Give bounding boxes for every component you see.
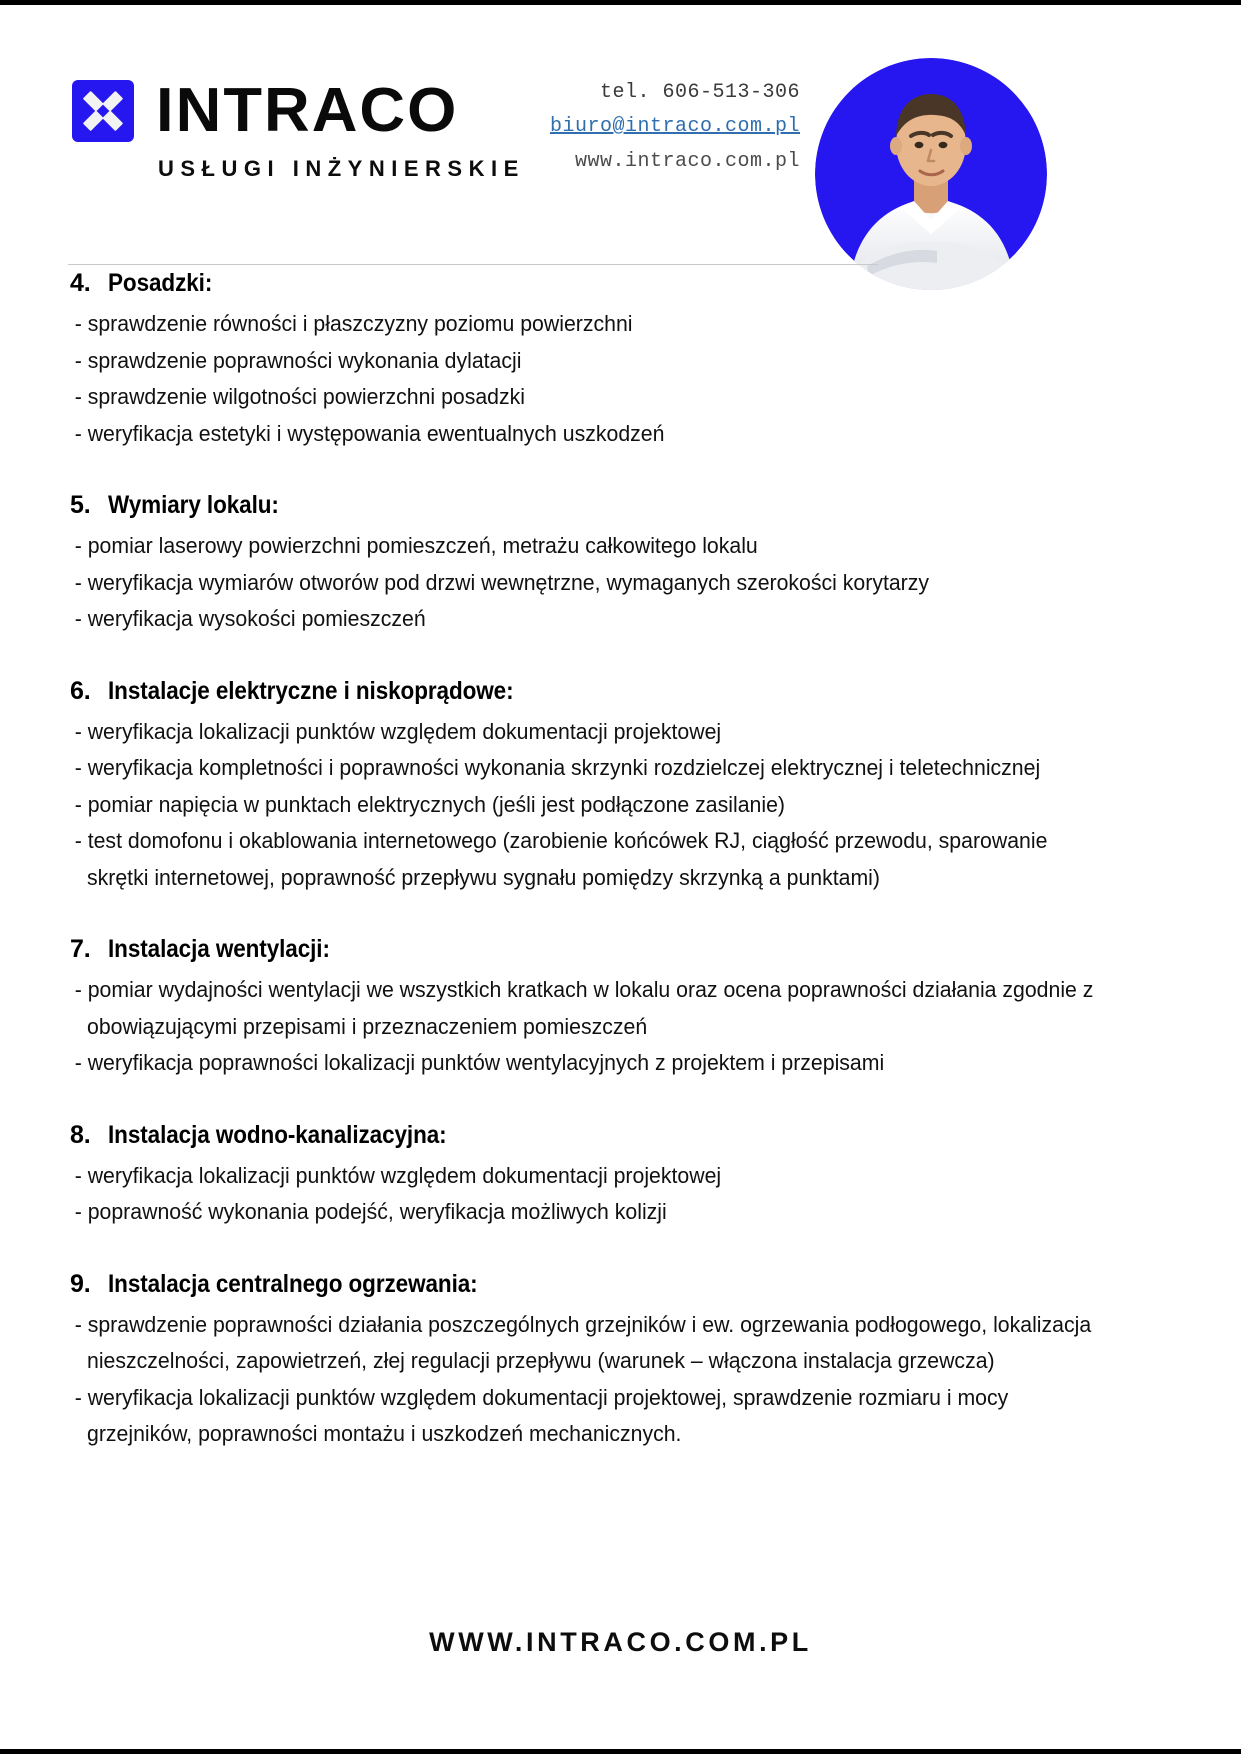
section-heading (0, 490, 1241, 521)
list-item: - weryfikacja wymiarów otworów pod drzwi wewnętrzne, wymaganych szerokości korytarzy (74, 569, 930, 595)
brand-tagline: USŁUGI INŻYNIERSKIE (158, 156, 525, 181)
section-heading (0, 676, 1241, 707)
section-number: 4. (70, 269, 91, 297)
list-item: - sprawdzenie poprawności działania poszczególnych grzejników i ew. ogrzewania podłogowego, lokalizacja nieszczelności, zapowietrzeń, złej regulacji przepływu (warunek – włączona instalacja grzewcza) (74, 1311, 1092, 1374)
section-instalacja-wentylacji (0, 934, 1241, 1082)
section-heading (0, 1120, 1241, 1151)
section-number: 8. (70, 1120, 91, 1149)
section-title: Wymiary lokalu: (108, 491, 279, 519)
list-item: - weryfikacja wysokości pomieszczeń (74, 606, 426, 632)
list-item: - sprawdzenie poprawności wykonania dylatacji (74, 347, 522, 373)
section-items (0, 714, 1241, 896)
section-title: Instalacja wodno-kanalizacyjna: (108, 1120, 447, 1149)
section-items (0, 528, 1241, 637)
sections-list (0, 268, 1241, 1453)
section-items (0, 1307, 1241, 1453)
portrait-photo (815, 58, 1047, 290)
section-instalacja-centralnego-ogrzewania (0, 1269, 1241, 1453)
brand-row (72, 76, 532, 145)
section-title: Instalacje elektryczne i niskoprądowe: (108, 676, 514, 705)
list-item: - weryfikacja estetyki i występowania ewentualnych uszkodzeń (74, 420, 665, 446)
list-item: - pomiar napięcia w punktach elektrycznych (jeśli jest podłączone zasilanie) (74, 791, 785, 817)
bottom-edge-rule (0, 1749, 1241, 1754)
list-item: - pomiar wydajności wentylacji we wszystkich kratkach w lokalu oraz ocena poprawności działania zgodnie z obowiązującymi przepisami i przeznaczeniem pomieszczeń (74, 977, 1094, 1039)
section-wymiary-lokalu (0, 490, 1241, 638)
section-posadzki (0, 268, 1241, 452)
list-item: - weryfikacja lokalizacji punktów względem dokumentacji projektowej (74, 1162, 722, 1188)
brand-name: INTRACO (156, 76, 459, 145)
list-item: - pomiar laserowy powierzchni pomieszczeń, metrażu całkowitego lokalu (74, 533, 758, 559)
list-item: - sprawdzenie wilgotności powierzchni posadzki (74, 384, 525, 410)
section-items (0, 1158, 1241, 1231)
section-number: 7. (70, 935, 91, 963)
list-item: - sprawdzenie równości i płaszczyzny poziomu powierzchni (74, 311, 633, 337)
section-instalacja-wodno-kanalizacyjna (0, 1120, 1241, 1231)
list-item: - weryfikacja kompletności i poprawności wykonania skrzynki rozdzielczej elektrycznej i teletechnicznej (74, 755, 1041, 781)
section-items (0, 972, 1241, 1081)
brand-block (72, 76, 532, 182)
section-instalacje-elektryczne (0, 676, 1241, 896)
intraco-logo-icon (72, 80, 134, 142)
header-divider (68, 264, 878, 265)
section-heading (0, 934, 1241, 965)
list-item: - weryfikacja lokalizacji punktów względem dokumentacji projektowej (74, 718, 722, 744)
list-item: - poprawność wykonania podejść, weryfikacja możliwych kolizji (74, 1199, 667, 1225)
section-items (0, 306, 1241, 452)
contact-email-link[interactable]: biuro@intraco.com.pl (549, 115, 800, 139)
list-item: - weryfikacja lokalizacji punktów względem dokumentacji projektowej, sprawdzenie rozmiaru i mocy grzejników, poprawności montażu i uszkodzeń mechanicznych. (74, 1384, 1009, 1447)
document-header (0, 56, 1241, 236)
section-title: Instalacja wentylacji: (108, 935, 330, 963)
list-item: - test domofonu i okablowania internetowego (zarobienie końcówek RJ, ciągłość przewodu, sparowanie skrętki internetowej, poprawność przepływu sygnału pomiędzy skrzynką a punktami) (74, 828, 1048, 890)
footer-website: WWW.INTRACO.COM.PL (429, 1627, 812, 1657)
section-number: 9. (70, 1269, 91, 1298)
section-title: Posadzki: (108, 269, 213, 297)
section-heading (0, 1269, 1241, 1300)
top-edge-rule (0, 0, 1241, 5)
section-title: Instalacja centralnego ogrzewania: (108, 1269, 478, 1298)
section-number: 5. (70, 491, 91, 519)
contact-block (510, 76, 800, 179)
list-item: - weryfikacja poprawności lokalizacji punktów wentylacyjnych z projektem i przepisami (74, 1050, 885, 1076)
section-number: 6. (70, 676, 91, 705)
section-heading (0, 268, 1241, 299)
contact-phone: tel. 606-513-306 (599, 81, 800, 104)
contact-website: www.intraco.com.pl (574, 149, 800, 173)
